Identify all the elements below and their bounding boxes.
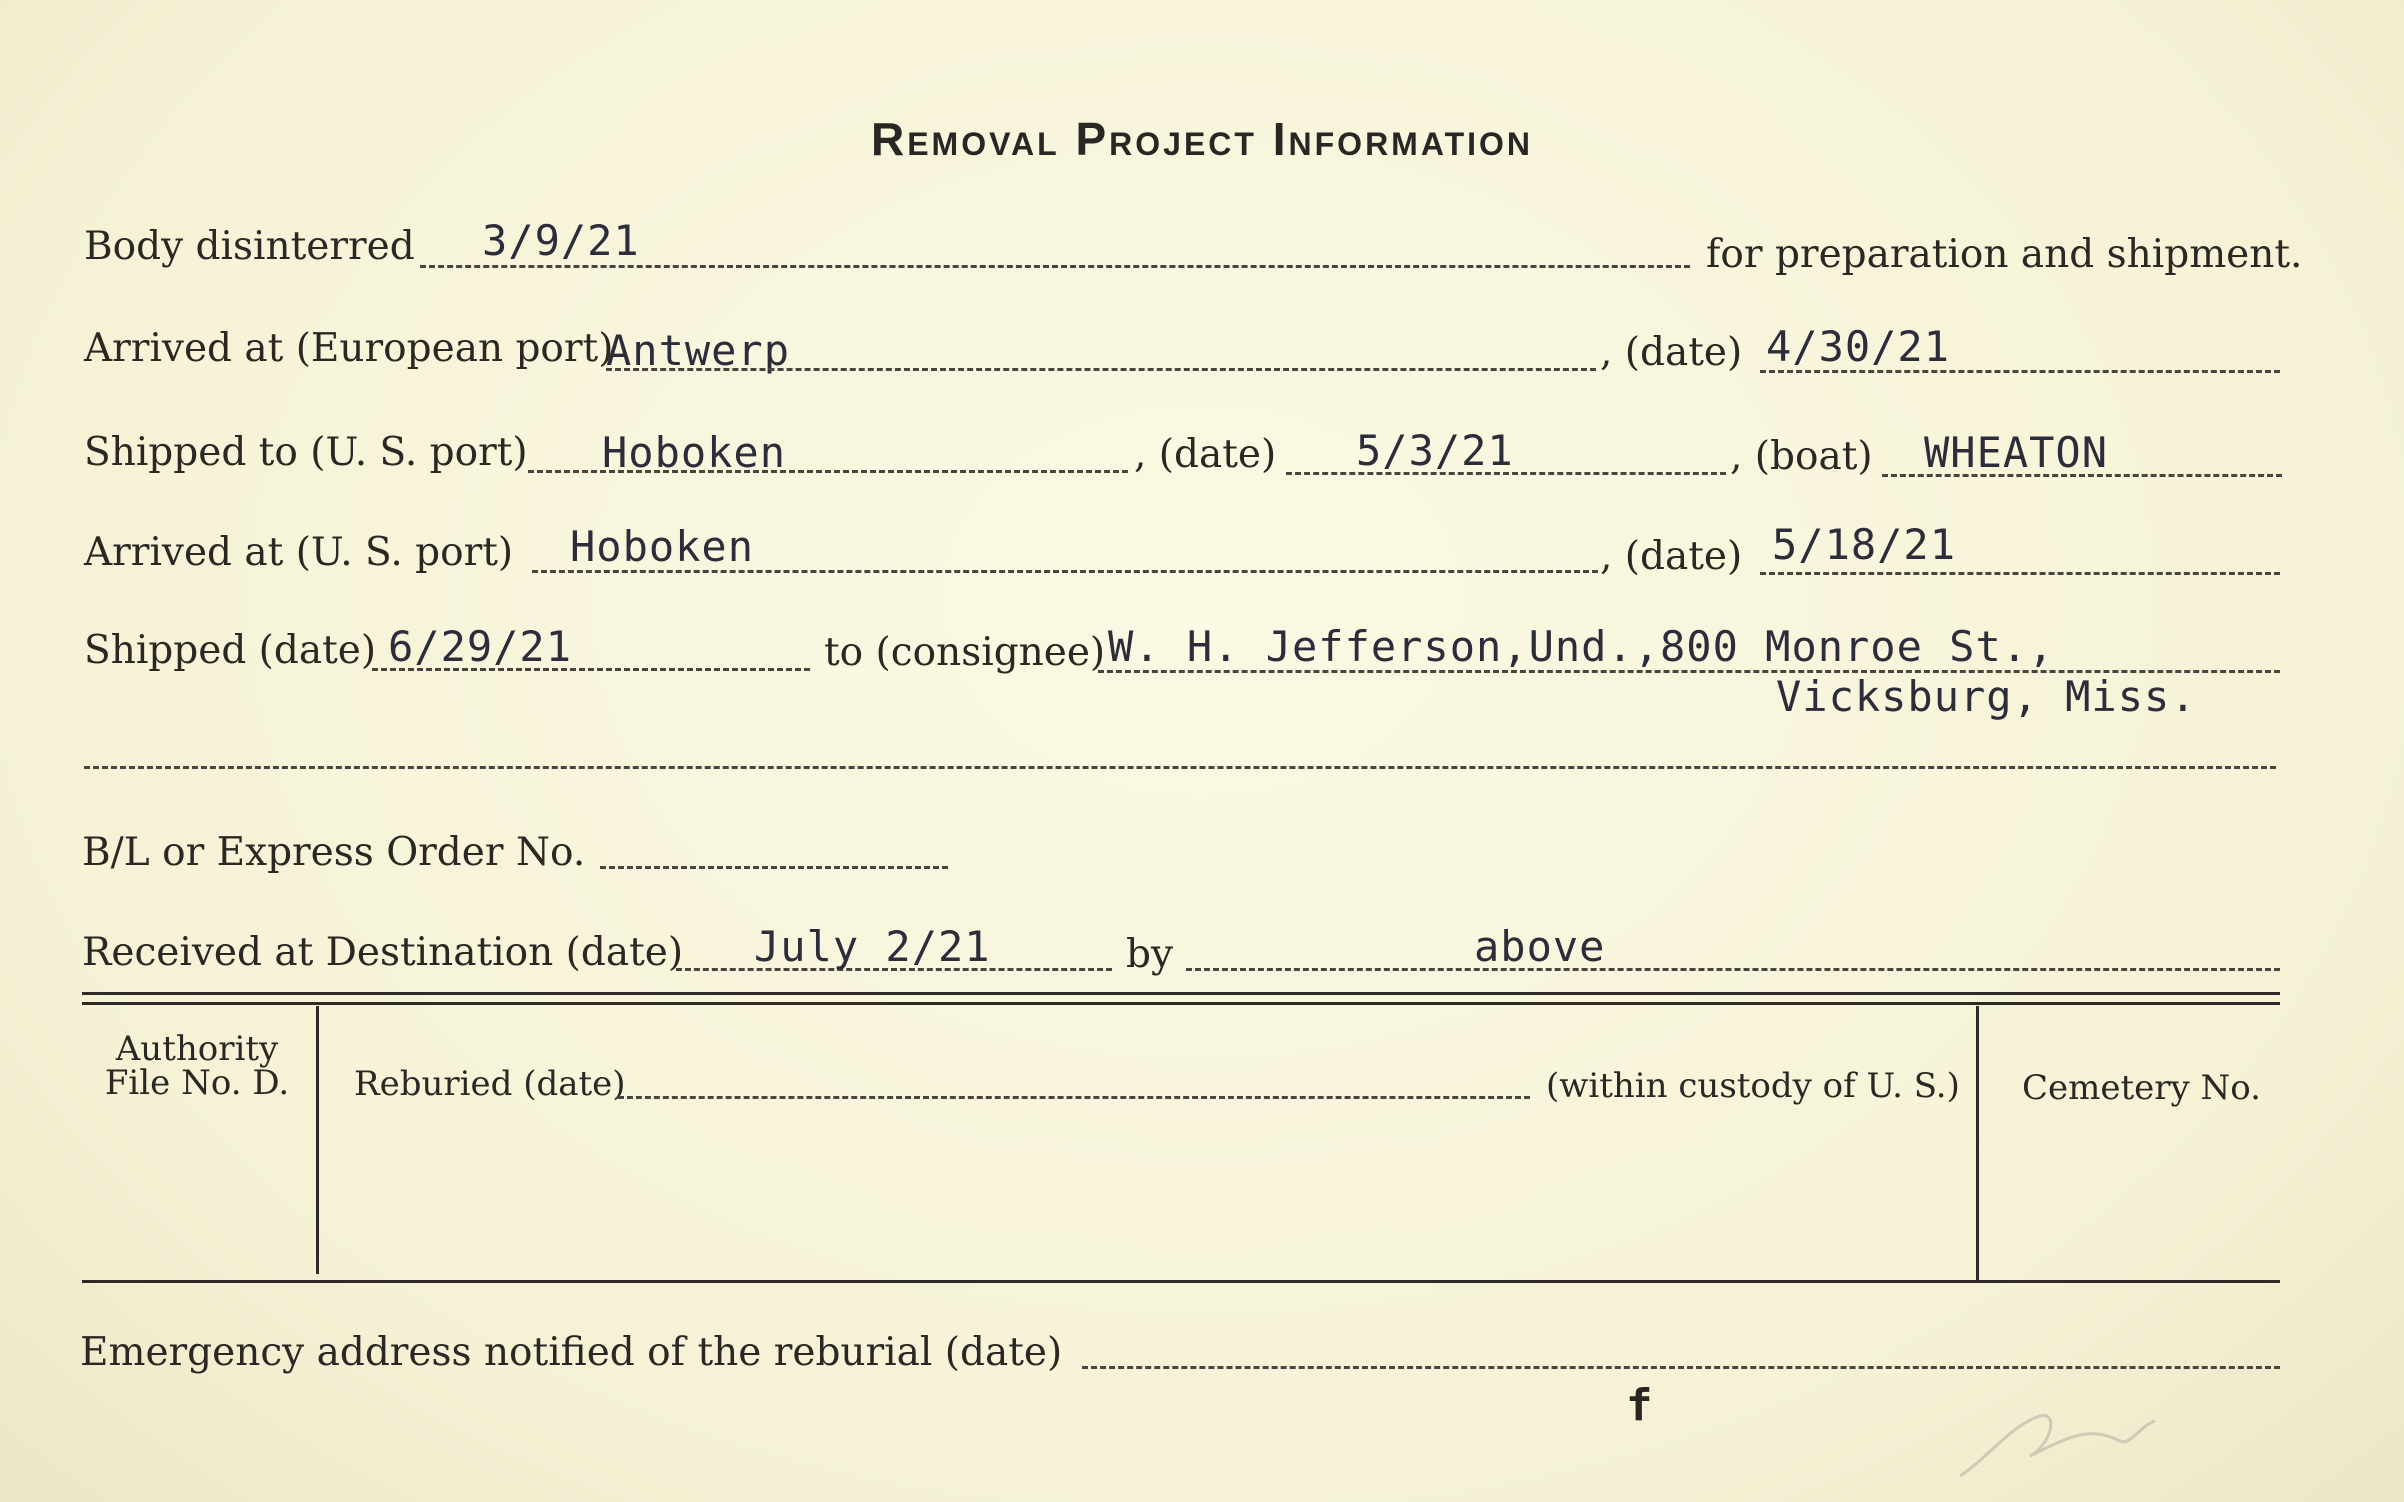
table-bottom-rule <box>82 1280 2280 1283</box>
reburied-line <box>618 1096 1530 1099</box>
received-by-label: by <box>1126 932 1173 977</box>
emergency-label: Emergency address notified of the reburial (date) <box>80 1330 1063 1375</box>
arrived-europe-date-label: , (date) <box>1600 330 1743 375</box>
shipped-us-boat: WHEATON <box>1924 428 2109 477</box>
custody-label: (within custody of U. S.) <box>1546 1066 1960 1106</box>
arrived-europe-date: 4/30/21 <box>1766 322 1951 371</box>
consignee-label: to (consignee) <box>824 630 1106 675</box>
bl-line <box>600 866 948 869</box>
arrived-europe-line <box>606 368 1596 371</box>
consignee-line1: W. H. Jefferson,Und.,800 Monroe St., <box>1108 622 2055 671</box>
bl-label: B/L or Express Order No. <box>82 830 586 875</box>
table-top-rule-1 <box>82 992 2280 995</box>
cemetery-label: Cemetery No. <box>2022 1068 2261 1108</box>
received-date: July 2/21 <box>754 922 991 971</box>
disinterred-value: 3/9/21 <box>482 216 640 265</box>
authority-line2: File No. D. <box>104 1063 290 1103</box>
arrived-europe-label: Arrived at (European port) <box>84 326 614 371</box>
disinterred-suffix: for preparation and shipment. <box>1706 232 2303 277</box>
shipped-us-date-label: , (date) <box>1134 432 1277 477</box>
table-divider-right <box>1976 1006 1979 1282</box>
shipped-us-port: Hoboken <box>602 428 787 477</box>
arrived-us-port: Hoboken <box>570 522 755 571</box>
table-top-rule-2 <box>82 1002 2280 1005</box>
received-by-line <box>1186 968 2280 971</box>
arrived-us-date: 5/18/21 <box>1772 520 1957 569</box>
arrived-us-date-label: , (date) <box>1600 534 1743 579</box>
disinterred-line <box>420 265 1690 268</box>
pencil-scribble: ​ <box>1961 1390 1971 1460</box>
authority-header <box>92 1029 302 1103</box>
shipped-date: 6/29/21 <box>388 622 573 671</box>
consignee-extra-line <box>84 766 2276 769</box>
received-by: above <box>1474 922 1606 971</box>
consignee-line2: Vicksburg, Miss. <box>1776 672 2197 721</box>
authority-line1: Authority <box>115 1029 279 1069</box>
shipped-us-boat-label: , (boat) <box>1730 434 1873 479</box>
table-divider-left <box>316 1006 319 1274</box>
shipped-us-date: 5/3/21 <box>1356 426 1514 475</box>
received-label: Received at Destination (date) <box>82 930 684 975</box>
arrived-europe-port: Antwerp <box>606 326 791 375</box>
footer-mark: f <box>1626 1380 1653 1431</box>
shipped-us-label: Shipped to (U. S. port) <box>84 430 528 475</box>
pencil-scribble-drawing <box>1950 1386 2170 1496</box>
disinterred-label: Body disinterred <box>84 224 415 269</box>
page-title: Removal Project Information <box>870 113 1534 165</box>
shipped-date-label: Shipped (date) <box>84 628 377 673</box>
arrived-us-date-line <box>1760 572 2280 575</box>
reburied-label: Reburied (date) <box>354 1064 626 1104</box>
emergency-line <box>1082 1366 2280 1369</box>
arrived-us-label: Arrived at (U. S. port) <box>84 530 514 575</box>
